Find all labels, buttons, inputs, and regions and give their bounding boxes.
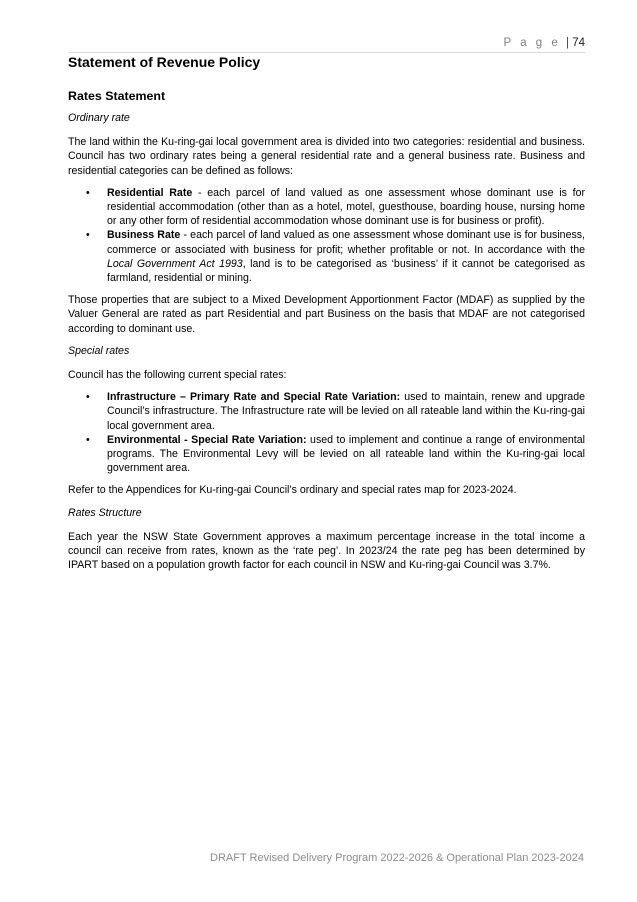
page-footer: DRAFT Revised Delivery Program 2022-2026 & Operational Plan 2023-2024 — [210, 852, 584, 864]
page-label: P a g e — [503, 37, 561, 49]
list-item-environmental — [68, 433, 585, 476]
special-rates-list — [68, 390, 585, 475]
rates-structure-text: Each year the NSW State Government approves a maximum percentage increase in the total income a council can receive from rates, known as the ‘rate peg’. In 2023/24 the rate peg has been determined by IPART based on a population growth factor for each council in NSW and Ku-ring-gai Council was 3.7%. — [68, 530, 585, 572]
list-item-business-rate — [68, 228, 585, 285]
residential-rate-term: Residential Rate — [107, 186, 193, 199]
infrastructure-text: used to maintain, renew and upgrade Council’s infrastructure. The Infrastructure rate will be levied on all rateable land within the Ku-ring-gai local government area. — [107, 391, 585, 432]
business-rate-act-name: Local Government Act 1993 — [107, 257, 243, 270]
page-separator: | — [566, 37, 569, 49]
section-heading: Rates Statement — [68, 89, 166, 103]
business-rate-text-before: - each parcel of land valued as one assessment whose dominant use is for business, commerce or associated with business for profit; whether profitable or not. In accordance with the — [107, 229, 585, 256]
ordinary-rate-list — [68, 186, 585, 285]
mdaf-paragraph: Those properties that are subject to a Mixed Development Apportionment Factor (MDAF) as supplied by the Valuer General are rated as part Residential and part Business on the basis that MDAF are not categorised according to dominant use. — [68, 294, 585, 335]
residential-rate-text: - each parcel of land valued as one assessment whose dominant use is for residential accommodation (other than as a hotel, motel, guesthouse, boarding house, nursing home or any other form of residential accommodation whose dominant use is for business or profit). — [107, 186, 585, 228]
infrastructure-term: Infrastructure – Primary Rate and Special Rate Variation: — [107, 391, 401, 404]
environmental-text: used to implement and continue a range of environmental programs. The Environmental Levy will be levied on all rateable land within the Ku-ring-gai local government area. — [107, 433, 585, 475]
bullet-icon: • — [86, 229, 90, 242]
ordinary-rate-subheading: Ordinary rate — [68, 112, 130, 124]
list-item-infrastructure — [68, 390, 585, 433]
rates-structure-subheading: Rates Structure — [68, 506, 142, 519]
environmental-term: Environmental - Special Rate Variation: — [107, 433, 307, 446]
page-number: 74 — [572, 37, 585, 49]
page-title: Statement of Revenue Policy — [68, 54, 261, 70]
bullet-icon: • — [86, 186, 90, 199]
header-rule — [68, 52, 585, 53]
bullet-icon: • — [86, 433, 90, 446]
document-body — [68, 54, 585, 580]
ordinary-rate-intro: The land within the Ku-ring-gai local government area is divided into two categories: residential and business. Council has two ordinary rates being a general residential rate and a general business rate. Business and residential categories can be defined as follows: — [68, 136, 585, 177]
page-header — [504, 37, 585, 49]
bullet-icon: • — [86, 391, 90, 404]
list-item-residential-rate — [68, 186, 585, 229]
special-rates-intro: Council has the following current special rates: — [68, 369, 287, 382]
special-rates-subheading: Special rates — [68, 344, 130, 357]
business-rate-text-after: , land is to be categorised as ‘business’ if it cannot be categorised as farmland, residential or mining. — [107, 257, 585, 285]
appendices-reference: Refer to the Appendices for Ku-ring-gai Council’s ordinary and special rates map for 2023-2024. — [68, 484, 517, 497]
business-rate-term: Business Rate — [107, 229, 181, 242]
